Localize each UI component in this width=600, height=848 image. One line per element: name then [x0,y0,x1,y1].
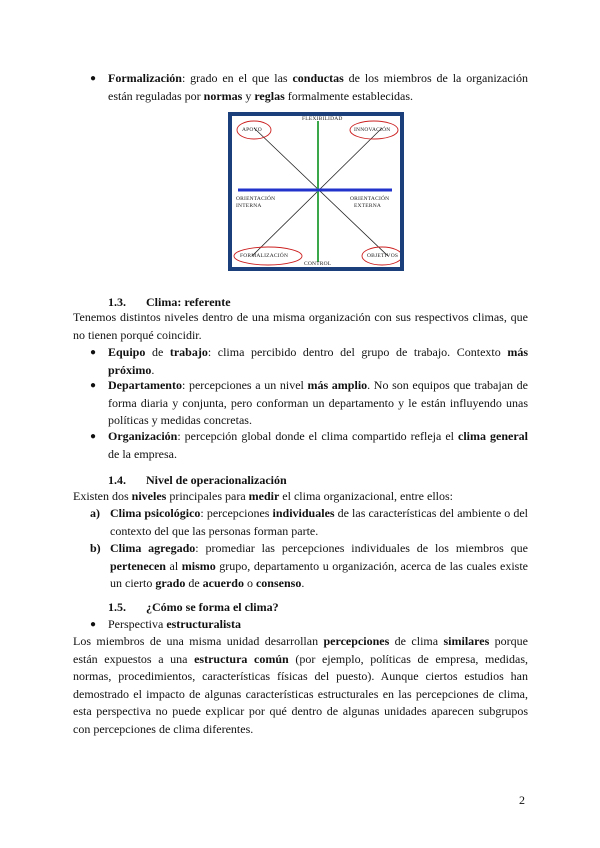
paragraph-estructuralista: Los miembros de una misma unidad desarrollan percepciones de clima similares porque están expuestos a una estructura común (por ejemplo, políticas de empresa, medidas, normas, procedimientos, características físicas del puesto). Aunque ciertos estudios han demostrado el impacto de algunas características estructurales en las percepciones de clima, esta perspectiva no puede explicar por qué dentro de algunas unidades aparecen subgrupos con percepciones de clima diferentes. [73,634,529,736]
bullet-dot: ● [90,619,97,630]
label-orientacion-interna-1: ORIENTACIÓN [236,196,276,202]
section-heading-1-3: 1.3. Clima: referente [108,295,231,309]
climate-quadrant-diagram [228,112,404,271]
bullet-dot: ● [90,380,97,391]
label-orientacion-externa-1: ORIENTACIÓN [350,196,390,202]
diagonal-line-1 [254,127,391,256]
bullet-equipo: ● Equipo de trabajo: clima percibido dentro del grupo de trabajo. Contexto más próximo. [90,345,529,377]
bullet-text: Formalización: grado en el que las conductas de los miembros de la organización están reguladas por normas y reglas formalmente establecidas. [108,71,528,103]
paragraph-niveles-medir: Existen dos niveles principales para medir el clima organizacional, entre ellos: [73,489,454,503]
bullet-dot: ● [90,347,97,358]
label-flexibilidad: FLEXIBILIDAD [302,116,343,122]
bullet-organizacion: ● Organización: percepción global donde el clima compartido refleja el clima general de la empresa. [90,429,528,461]
label-control: CONTROL [304,261,332,267]
section-heading-1-5: 1.5. ¿Cómo se forma el clima? [108,600,279,614]
page-number: 2 [519,793,525,807]
bullet-departamento: ● Departamento: percepciones a un nivel más amplio. No son equipos que trabajan de forma diaria y conjunta, pero conforman un departamento y le están influyendo unas políticas y medidas concretas. [90,378,528,427]
item-clima-psicologico: a) Clima psicológico: percepciones individuales de las características del ambiente o del contexto del que las personas forman parte. [90,506,528,538]
diagram-lines [232,116,400,267]
bullet-formalizacion [90,70,528,105]
label-apoyo: APOYO [242,127,262,133]
bullet-dot: ● [90,73,97,84]
label-formalizacion: FORMALIZACIÓN [240,253,289,259]
item-clima-agregado: b) Clima agregado: promediar las percepciones individuales de los miembros que pertenecen al mismo grupo, departamento u organización, acerca de las cuales existe un cierto grado de acuerdo o consenso. [90,541,528,590]
label-objetivos: OBJETIVOS [367,253,399,259]
bullet-perspectiva: ● Perspectiva estructuralista [90,616,528,634]
bullet-dot: ● [90,431,97,442]
label-orientacion-interna-2: INTERNA [236,203,262,209]
label-innovacion: INNOVACIÓN [354,127,391,133]
section-heading-1-4: 1.4. Nivel de operacionalización [108,473,287,487]
label-orientacion-externa-2: EXTERNA [354,203,382,209]
paragraph-niveles: Tenemos distintos niveles dentro de una misma organización con sus respectivos climas, que no tienen porqué coincidir. [73,310,528,342]
